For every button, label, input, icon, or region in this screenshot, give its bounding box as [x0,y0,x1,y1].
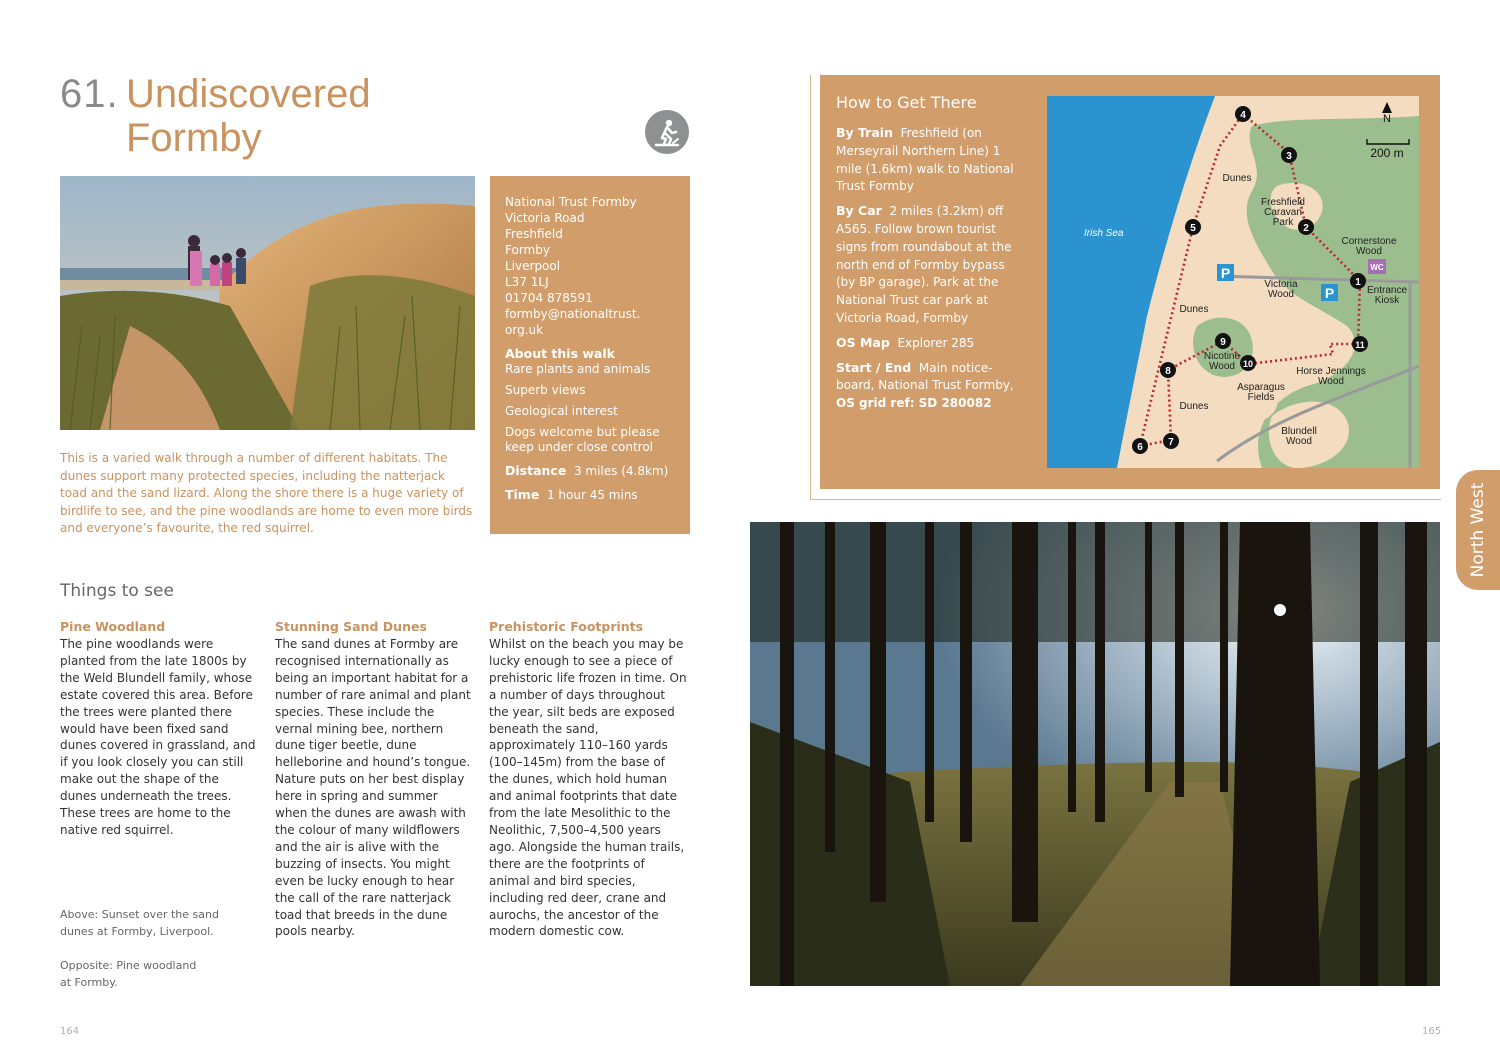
svg-text:2: 2 [1303,223,1309,234]
waypoint-marker [1240,355,1256,371]
map-label: Freshfield [1261,197,1305,208]
grid-reference: OS grid ref: SD 280082 [836,396,992,411]
walk-title-line2: Formby [126,116,262,160]
region-tab-label: North West [1468,482,1488,578]
svg-text:WC: WC [1370,263,1384,272]
by-train [836,124,1014,196]
things-column [275,618,473,940]
map-label: Park [1272,217,1294,228]
map-label: Kiosk [1374,295,1400,306]
map-label: Wood [1356,246,1382,257]
column-body: The sand dunes at Formby are recognised internationally as being an important habitat for a number of rare animal and plant species. These include the vernal mining bee, northern dune tiger beetle, dune helleborine and hound’s tongue. Nature puts on her best display here in spring and summer when the dunes are awash with the colour of many wildflowers and the air is alive with the buzzing of insects. You might even be lucky enough to hear the call of the rare natterjack toad that breeds in the dune pools nearby. [275,637,471,939]
walk-title [126,72,456,160]
address-line: L37 1LJ [505,275,549,289]
address-line: Freshfield [505,227,563,241]
map-label: Entrance [1366,285,1408,296]
page-number-left: 164 [60,1026,80,1037]
map-label: Dunes [1222,173,1252,184]
feature-item: Dogs welcome but please keep under close control [505,425,660,454]
region-tab [1456,470,1500,590]
map-label: Wood [1318,376,1344,387]
svg-text:5: 5 [1190,223,1196,234]
os-map [836,334,1014,353]
waypoint-marker [1215,333,1231,349]
feature-item: Rare plants and animals [505,362,651,376]
email-line: formby@nationaltrust. [505,307,641,321]
map-label-irish-sea: Irish Sea [1084,228,1124,239]
things-column [489,618,687,940]
svg-text:N: N [1383,113,1391,125]
map-label: Nicotine [1203,351,1241,362]
map-label: Wood [1209,361,1235,372]
start-end-text: Main notice-board, National Trust Formby, [836,360,1014,393]
map-label: Asparagus [1237,382,1285,393]
waypoint-marker [1163,433,1179,449]
by-train-text: Freshfield (on Merseyrail Northern Line) 1 mile (1.6km) walk to National Trust Formby [836,126,1014,194]
address-line: Liverpool [505,259,561,273]
walk-number: 61. [60,72,119,116]
email-line: org.uk [505,323,544,337]
directions-text [836,92,1014,413]
waypoint-marker [1160,362,1176,378]
address-line: National Trust Formby [505,195,637,209]
address-line: Formby [505,243,550,257]
about-walk-heading: About this walk [505,346,615,361]
map-label: Victoria [1264,279,1298,290]
caption-opposite: Opposite: Pine woodland at Formby. [60,959,197,989]
svg-text:9: 9 [1220,337,1226,348]
toilet-icon [1368,259,1386,274]
page-number-right: 165 [1422,1026,1442,1037]
parking-icon [1321,284,1338,301]
intro-paragraph: This is a varied walk through a number of different habitats. The dunes support many protected species, including the natterjack toad and the sand lizard. Along the shore there is a huge variety of birdlife to see, and the pine woodlands are home to even more birds and everyone’s favourite, the red squirrel. [60,451,473,535]
distance-label: Distance [505,463,567,478]
things-to-see-heading: Things to see [60,581,174,601]
waypoint-marker [1132,438,1148,454]
time-value: 1 hour 45 mins [546,488,638,502]
map-label: Caravan [1264,207,1302,218]
walk-info-box [490,176,690,534]
svg-text:10: 10 [1242,359,1254,369]
map-label: Cornerstone [1341,236,1397,247]
svg-text:6: 6 [1137,442,1143,453]
by-car-text: 2 miles (3.2km) off A565. Follow brown tourist signs from roundabout at the north end of Formby bypass (by BP garage). Park at the National Trust car park at Victoria Road, Formby [836,204,1012,325]
map-label: Wood [1286,436,1312,447]
caption-above: Above: Sunset over the sand dunes at Formby, Liverpool. [60,908,219,938]
directions-heading: How to Get There [836,93,977,112]
svg-text:8: 8 [1165,366,1171,377]
feature-item: Geological interest [505,404,618,418]
by-car-label: By Car [836,203,882,219]
by-train-label: By Train [836,125,893,140]
svg-text:7: 7 [1168,437,1174,448]
column-heading: Pine Woodland [60,619,166,634]
time-row [505,487,676,503]
walk-title-line1: Undiscovered [126,72,371,116]
address-line: Victoria Road [505,211,585,225]
svg-text:11: 11 [1355,340,1365,350]
svg-text:3: 3 [1286,151,1292,162]
waypoint-marker [1185,219,1201,235]
map-label: Dunes [1179,401,1209,412]
parking-icon [1217,264,1234,281]
os-map-text: Explorer 285 [897,335,975,350]
map-label: Dunes [1179,304,1209,315]
svg-text:P: P [1324,285,1335,301]
column-body: Whilst on the beach you may be lucky enough to see a piece of prehistoric life frozen in time. On a number of days throughout the year, silt beds are exposed beneath the sand, approximately 110–160 yards (100–145m) from the base of the dunes, which hold human and animal footprints that date from the late Mesolithic to the Neolithic, 7,500–4,500 years ago. Alongside the human trails, there are the footprints of animal and bird species, including red deer, crane and aurochs, the ancestor of the modern domestic cow. [489,637,687,939]
route-map [1047,96,1419,468]
waypoint-marker [1350,273,1366,289]
distance-value: 3 miles (4.8km) [573,464,669,478]
walker-icon [645,110,689,154]
distance-row [505,463,676,479]
column-heading: Stunning Sand Dunes [275,619,427,634]
svg-text:4: 4 [1240,110,1246,121]
time-label: Time [505,487,540,502]
feature-item: Superb views [505,383,586,397]
start-end-label: Start / End [836,359,912,375]
column-heading: Prehistoric Footprints [489,619,644,634]
map-label: Fields [1247,392,1275,403]
things-column [60,618,258,839]
map-label: Wood [1268,289,1294,300]
map-label: Blundell [1281,426,1317,437]
svg-text:200 m: 200 m [1370,146,1404,160]
dunes-photo [60,176,475,430]
svg-text:P: P [1220,265,1231,281]
address-block [505,194,676,338]
phone-number: 01704 878591 [505,291,593,305]
waypoint-marker [1298,219,1314,235]
woodland-photo [750,522,1440,986]
waypoint-marker [1352,336,1368,352]
svg-text:1: 1 [1355,277,1361,288]
map-label: Horse Jennings [1296,366,1366,377]
os-map-label: OS Map [836,334,890,350]
waypoint-marker [1281,147,1297,163]
waypoint-marker [1235,106,1251,122]
by-car [836,202,1014,328]
start-end [836,359,1014,396]
column-body: The pine woodlands were planted from the late 1800s by the Weld Blundell family, whose estate covered this area. Before the trees were planted there would have been fixed sand dunes covered in grassland, and if you look closely you can still make out the shape of the dunes underneath the trees. These trees are home to the native red squirrel. [60,637,256,837]
